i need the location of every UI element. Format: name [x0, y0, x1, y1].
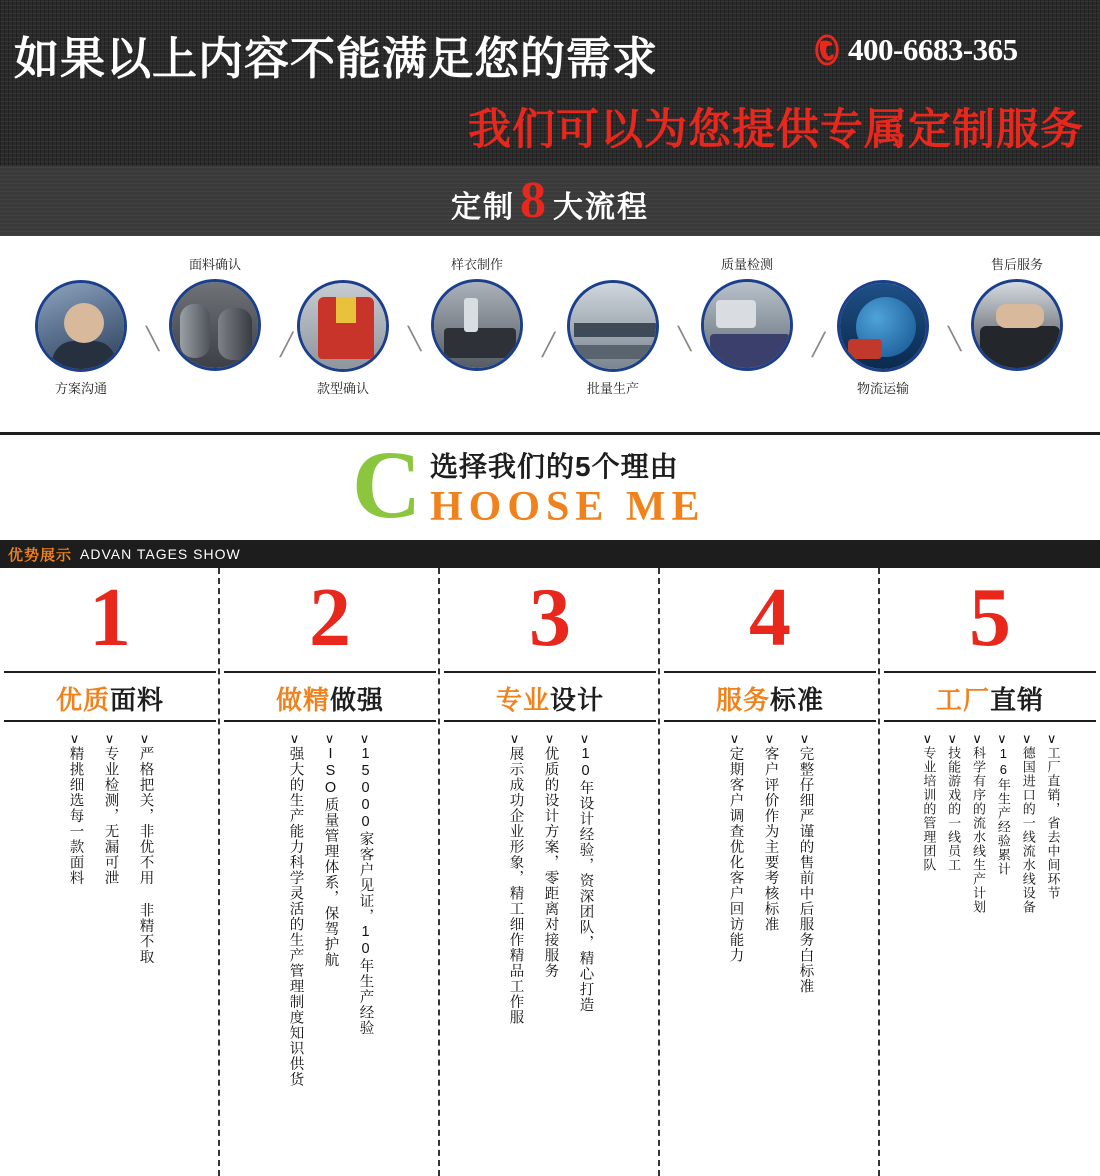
reason-3-rule-top — [444, 671, 656, 673]
reason-2-title-rest: 做强 — [330, 685, 385, 715]
reason-2-title-highlight: 做精 — [275, 685, 330, 715]
process-title-suffix: 大流程 — [553, 191, 649, 224]
reason-1-rule-bottom — [4, 720, 216, 722]
process-step-8-image — [971, 279, 1063, 371]
reason-1-title-highlight: 优质 — [55, 685, 110, 715]
reason-3-points — [440, 730, 660, 1174]
process-step-6-label: 质量检测 — [720, 257, 773, 272]
reason-5-point-4: ∨ 科学有序的流水线生产计划 — [965, 730, 990, 1174]
phone-block — [812, 32, 1018, 68]
process-step-4 — [412, 254, 542, 371]
reason-5-rule-bottom — [884, 720, 1096, 722]
process-step-5 — [548, 280, 678, 397]
reason-5-title-rest: 直销 — [990, 685, 1045, 715]
reason-4-title-rest: 标准 — [770, 685, 825, 715]
process-step-4-label: 样衣制作 — [450, 257, 503, 272]
process-title-bar — [0, 166, 1100, 236]
process-step-3 — [278, 280, 408, 397]
process-title-prefix: 定制 — [451, 191, 515, 224]
reason-5-points — [880, 730, 1100, 1174]
reason-5-number: 5 — [969, 571, 1011, 664]
reason-column-4 — [660, 568, 880, 1176]
reason-1-title — [0, 680, 220, 717]
process-title — [451, 172, 649, 229]
reason-4-point-2: ∨ 客户评价作为主要考核标准 — [753, 730, 786, 1174]
reason-4-points — [660, 730, 880, 1174]
process-step-7-image — [837, 280, 929, 372]
reason-3-point-1: ∨ 10年设计经验，资深团队，精心打造 — [569, 730, 602, 1174]
reason-2-number: 2 — [309, 571, 351, 664]
process-step-4-image — [431, 279, 523, 371]
reason-2-title — [220, 680, 440, 717]
choose-letter-c: C — [352, 431, 422, 538]
reason-5-point-3: ∨ 16年生产经验累计 — [990, 730, 1015, 1174]
process-step-3-image — [297, 280, 389, 372]
promo-header — [0, 0, 1100, 166]
process-step-2 — [150, 254, 280, 371]
reason-1-title-rest: 面料 — [110, 685, 165, 715]
advantage-bar-en: ADVAN TAGES SHOW — [80, 546, 241, 562]
reason-column-2 — [220, 568, 440, 1176]
reason-1-points — [0, 730, 220, 1174]
reasons-grid — [0, 568, 1100, 1176]
reason-5-point-1: ∨ 工厂直销，省去中间环节 — [1040, 730, 1065, 1174]
process-step-2-image — [169, 279, 261, 371]
process-step-8-label: 售后服务 — [990, 257, 1043, 272]
reason-2-rule-bottom — [224, 720, 436, 722]
reason-column-3 — [440, 568, 660, 1176]
reason-2-points — [220, 730, 440, 1174]
reason-1-point-1: ∨ 严格把关，非优不用 非精不取 — [129, 730, 162, 1174]
choose-subtitle-cn: 选择我们的5个理由 — [430, 451, 679, 482]
phone-icon — [812, 34, 842, 66]
choose-title-en: HOOSE ME — [430, 484, 706, 530]
process-arrow-4: ╱ — [542, 332, 556, 357]
advantage-bar-cn: 优势展示 — [8, 546, 73, 564]
reason-3-title-highlight: 专业 — [495, 685, 550, 715]
reason-4-point-3: ∨ 定期客户调查优化客户回访能力 — [718, 730, 751, 1174]
process-step-7 — [818, 280, 948, 397]
process-step-7-label: 物流运输 — [856, 381, 909, 396]
reason-3-title — [440, 680, 660, 717]
reason-1-rule-top — [4, 671, 216, 673]
reason-1-number: 1 — [89, 571, 131, 664]
reason-5-title-highlight: 工厂 — [935, 685, 990, 715]
reason-1-point-3: ∨ 精挑细选每一款面料 — [58, 730, 91, 1174]
process-arrow-7: ╲ — [948, 326, 962, 351]
process-step-8 — [952, 254, 1082, 371]
reason-2-rule-top — [224, 671, 436, 673]
header-headline-2: 我们可以为您提供专属定制服务 — [468, 106, 1084, 154]
reason-3-point-2: ∨ 优质的设计方案，零距离对接服务 — [533, 730, 566, 1174]
choose-me-banner — [0, 432, 1100, 540]
reason-4-title — [660, 680, 880, 717]
process-arrow-5: ╲ — [678, 326, 692, 351]
reason-5-point-6: ∨ 专业培训的管理团队 — [915, 730, 940, 1174]
reason-column-5 — [880, 568, 1100, 1176]
process-step-3-label: 款型确认 — [316, 381, 369, 396]
process-step-1 — [16, 280, 146, 397]
reason-4-rule-top — [664, 671, 876, 673]
reason-3-point-3: ∨ 展示成功企业形象，精工细作精品工作服 — [498, 730, 531, 1174]
process-step-6 — [682, 254, 812, 371]
process-title-number: 8 — [520, 172, 548, 229]
reason-5-point-2: ∨ 德国进口的一线流水线设备 — [1015, 730, 1040, 1174]
process-steps — [0, 236, 1100, 432]
process-arrow-3: ╲ — [408, 326, 422, 351]
reason-3-title-rest: 设计 — [550, 685, 605, 715]
process-step-5-image — [567, 280, 659, 372]
reason-2-point-1: ∨ 15000家客户见证，10年生产经验 — [349, 730, 382, 1174]
process-arrow-2: ╱ — [280, 332, 294, 357]
reason-2-point-2: ∨ ISO质量管理体系，保驾护航 — [313, 730, 346, 1174]
reason-4-point-1: ∨ 完整仔细严谨的售前中后服务白标准 — [789, 730, 822, 1174]
process-step-2-label: 面料确认 — [188, 257, 241, 272]
reason-column-1 — [0, 568, 220, 1176]
reason-1-point-2: ∨ 专业检测，无漏可泄 — [93, 730, 126, 1174]
reason-3-rule-bottom — [444, 720, 656, 722]
process-step-5-label: 批量生产 — [586, 381, 639, 396]
advantage-bar — [0, 540, 1100, 568]
process-step-1-image — [35, 280, 127, 372]
phone-number: 400-6683-365 — [848, 32, 1018, 67]
process-step-6-image — [701, 279, 793, 371]
process-arrow-1: ╲ — [146, 326, 160, 351]
reason-4-rule-bottom — [664, 720, 876, 722]
reason-2-point-3: ∨ 强大的生产能力科学灵活的生产管理制度知识供货 — [278, 730, 311, 1174]
process-arrow-6: ╱ — [812, 332, 826, 357]
reason-5-rule-top — [884, 671, 1096, 673]
reason-5-title — [880, 680, 1100, 717]
reason-4-number: 4 — [749, 571, 791, 664]
process-step-1-label: 方案沟通 — [54, 381, 107, 396]
reason-3-number: 3 — [529, 571, 571, 664]
header-headline-1: 如果以上内容不能满足您的需求 — [14, 33, 659, 84]
reason-4-title-highlight: 服务 — [715, 685, 770, 715]
reason-5-point-5: ∨ 技能游戏的一线员工 — [940, 730, 965, 1174]
